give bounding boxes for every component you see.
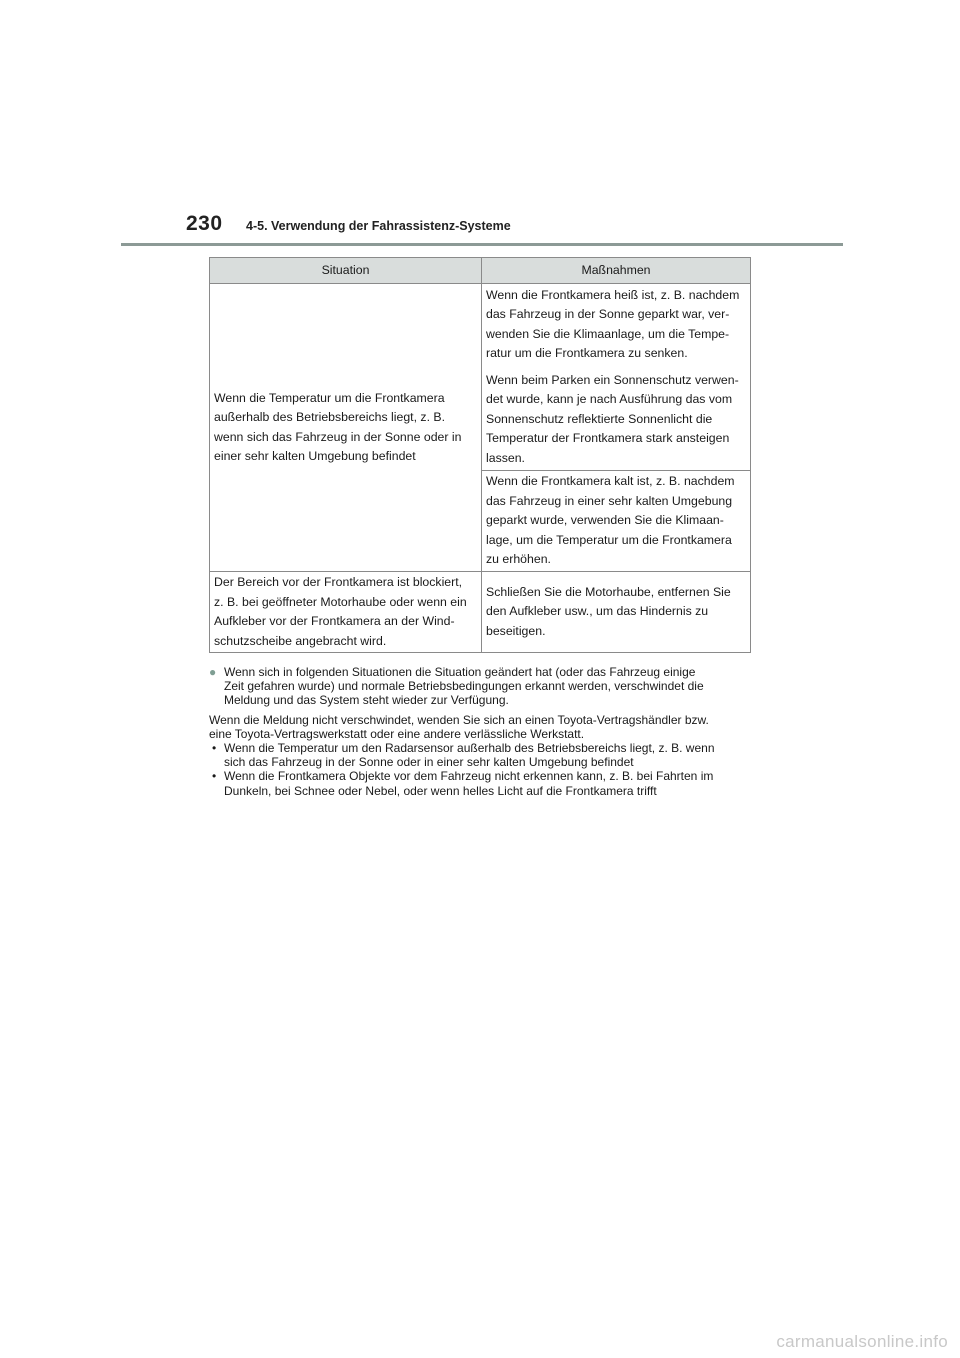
text-line: wenden Sie die Klimaanlage, um die Tempe- (486, 326, 730, 341)
text-line: sich das Fahrzeug in der Sonne oder in einer sehr kalten Umgebung befindet (224, 755, 634, 770)
list-item-text (224, 769, 754, 797)
header-divider (121, 243, 843, 246)
note-bullet (209, 665, 754, 708)
note-section (209, 665, 754, 798)
text-line: Wenn die Temperatur um den Radarsensor außerhalb des Betriebsbereichs liegt, z. B. wenn (224, 741, 715, 756)
text-line: Wenn die Frontkamera heiß ist, z. B. nachdem (486, 287, 740, 302)
text-line: Wenn sich in folgenden Situationen die Situation geändert hat (oder das Fahrzeug einige (224, 665, 696, 679)
situation-table (209, 257, 751, 653)
text-line: geparkt wurde, verwenden Sie die Klimaan- (486, 513, 724, 528)
text-line: schutzscheibe angebracht wird. (214, 633, 387, 648)
page-number: 230 (186, 212, 223, 235)
note-bullet-text (224, 665, 754, 708)
situation-cell-blocked (210, 572, 482, 653)
text-line: ratur um die Frontkamera zu senken. (486, 346, 688, 361)
text-line: Wenn beim Parken ein Sonnenschutz verwen- (486, 372, 739, 387)
measure-paragraph-hot (486, 286, 746, 364)
text-line: zu erhöhen. (486, 552, 551, 567)
table-row (210, 284, 751, 471)
column-header-situation: Situation (210, 258, 482, 284)
text-line: Wenn die Temperatur um die Frontkamera (214, 390, 445, 405)
list-bullet-icon: • (212, 741, 217, 756)
list-bullet-icon: • (212, 769, 217, 784)
text-line: einer sehr kalten Umgebung befindet (214, 449, 416, 463)
text-line: Aufkleber vor der Frontkamera an der Wind- (214, 614, 455, 628)
measure-paragraph-sunshade (486, 371, 746, 469)
text-line: das Fahrzeug in der Sonne geparkt war, ver- (486, 307, 730, 322)
condition-list (209, 741, 754, 798)
table-row (210, 572, 751, 653)
text-line: Sonnenschutz reflektierte Sonnenlicht die (486, 411, 713, 426)
section-title: 4-5. Verwendung der Fahrassistenz-Systeme (246, 219, 511, 233)
text-line: det wurde, kann je nach Ausführung das vom (486, 392, 733, 407)
situation-cell-temperature (210, 284, 482, 572)
text-line: Zeit gefahren wurde) und normale Betriebsbedingungen erkannt werden, verschwindet die (224, 679, 704, 694)
measure-cell-blocked (482, 572, 751, 653)
text-line: den Aufkleber usw., um das Hindernis zu (486, 604, 709, 619)
text-line: Dunkeln, bei Schnee oder Nebel, oder wenn helles Licht auf die Frontkamera trifft (224, 783, 657, 798)
text-line: außerhalb des Betriebsbereichs liegt, z. B. (214, 410, 446, 424)
text-line: wenn sich das Fahrzeug in der Sonne oder in (214, 429, 462, 444)
text-line: z. B. bei geöffneter Motorhaube oder wenn ein (214, 594, 467, 609)
text-line: Meldung und das System steht wieder zur Verfügung. (224, 693, 509, 708)
text-line: lage, um die Temperatur um die Frontkamera (486, 532, 732, 547)
list-item (209, 769, 754, 797)
text-line: lassen. (486, 450, 525, 465)
list-item (209, 741, 754, 769)
text-line: Wenn die Frontkamera Objekte vor dem Fahrzeug nicht erkennen kann, z. B. bei Fahrten im (224, 769, 714, 784)
text-line: Temperatur der Frontkamera stark ansteigen (486, 431, 730, 446)
watermark: carmanualsonline.info (776, 1332, 948, 1351)
note-body (209, 713, 754, 741)
text-line: eine Toyota-Vertragswerkstatt oder eine andere verlässliche Werkstatt. (209, 726, 585, 741)
column-header-measures: Maßnahmen (482, 258, 751, 284)
measure-cell-cold (482, 471, 751, 572)
text-line: Schließen Sie die Motorhaube, entfernen Sie (486, 584, 731, 599)
list-item-text (224, 741, 754, 769)
bullet-dot-icon: ● (209, 665, 217, 679)
text-line: beseitigen. (486, 623, 546, 638)
measure-cell-hot (482, 284, 751, 471)
text-line: das Fahrzeug in einer sehr kalten Umgebung (486, 493, 733, 508)
text-line: Der Bereich vor der Frontkamera ist blockiert, (214, 575, 463, 589)
page-header (0, 0, 960, 250)
table-header-row (210, 258, 751, 284)
text-line: Wenn die Meldung nicht verschwindet, wenden Sie sich an einen Toyota-Vertragshändler bzw. (209, 712, 709, 727)
text-line: Wenn die Frontkamera kalt ist, z. B. nachdem (486, 474, 735, 489)
